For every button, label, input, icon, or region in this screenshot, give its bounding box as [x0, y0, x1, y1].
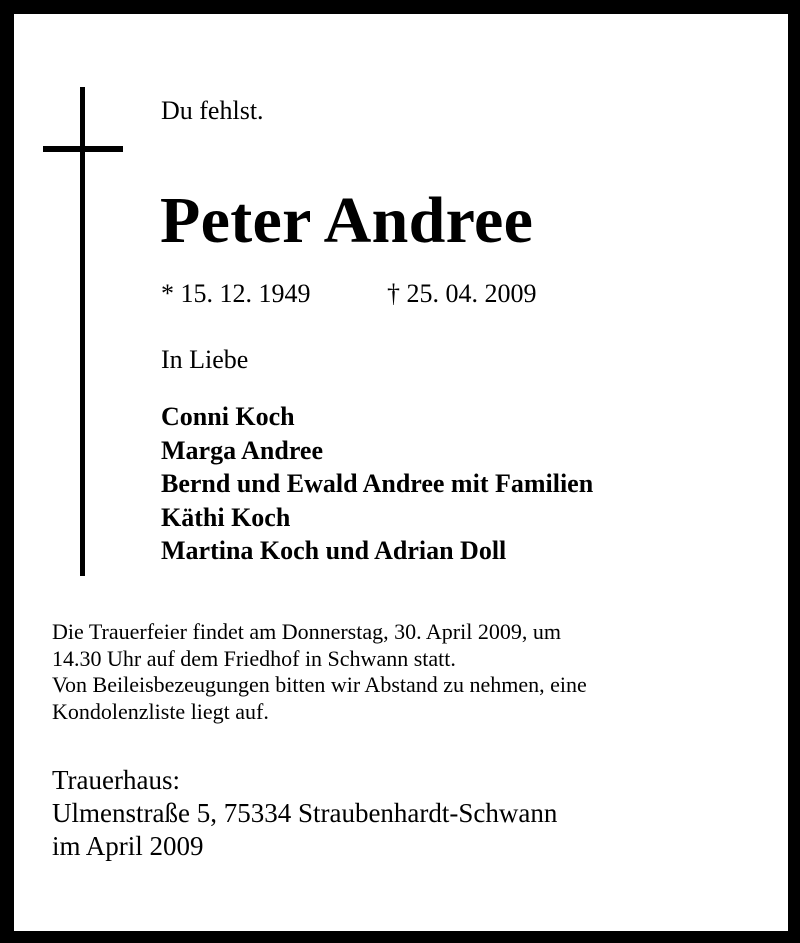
funeral-service-info	[52, 619, 772, 725]
service-line: 14.30 Uhr auf dem Friedhof in Schwann statt.	[52, 645, 456, 671]
deceased-name: Peter Andree	[160, 184, 534, 257]
motto: Du fehlst.	[161, 96, 264, 125]
mourner-item: Conni Koch	[161, 402, 295, 431]
house-label: Trauerhaus:	[52, 765, 180, 795]
service-line: Kondolenzliste liegt auf.	[52, 698, 269, 724]
in-love-line: In Liebe	[161, 345, 249, 374]
mourner-item: Marga Andree	[161, 435, 323, 465]
house-address: Ulmenstraße 5, 75334 Straubenhardt-Schwann	[52, 798, 558, 828]
mourners-list	[161, 400, 593, 568]
life-dates	[161, 279, 537, 309]
mourner-item: Bernd und Ewald Andree mit Familien	[161, 469, 594, 498]
notice-date: im April 2009	[52, 831, 204, 861]
death-date: † 25. 04. 2009	[387, 279, 537, 308]
mourner-item: Käthi Koch	[161, 502, 291, 532]
cross-icon-vertical-bar	[80, 87, 85, 576]
service-line: Von Beileisbezeugungen bitten wir Abstand zu nehmen, eine	[52, 672, 587, 697]
cross-icon-horizontal-bar	[43, 146, 123, 152]
birth-date: * 15. 12. 1949	[161, 279, 311, 308]
service-line: Die Trauerfeier findet am Donnerstag, 30. April 2009, um	[52, 619, 561, 644]
mourning-house-info	[52, 764, 557, 863]
mourner-item: Martina Koch und Adrian Doll	[161, 536, 507, 565]
